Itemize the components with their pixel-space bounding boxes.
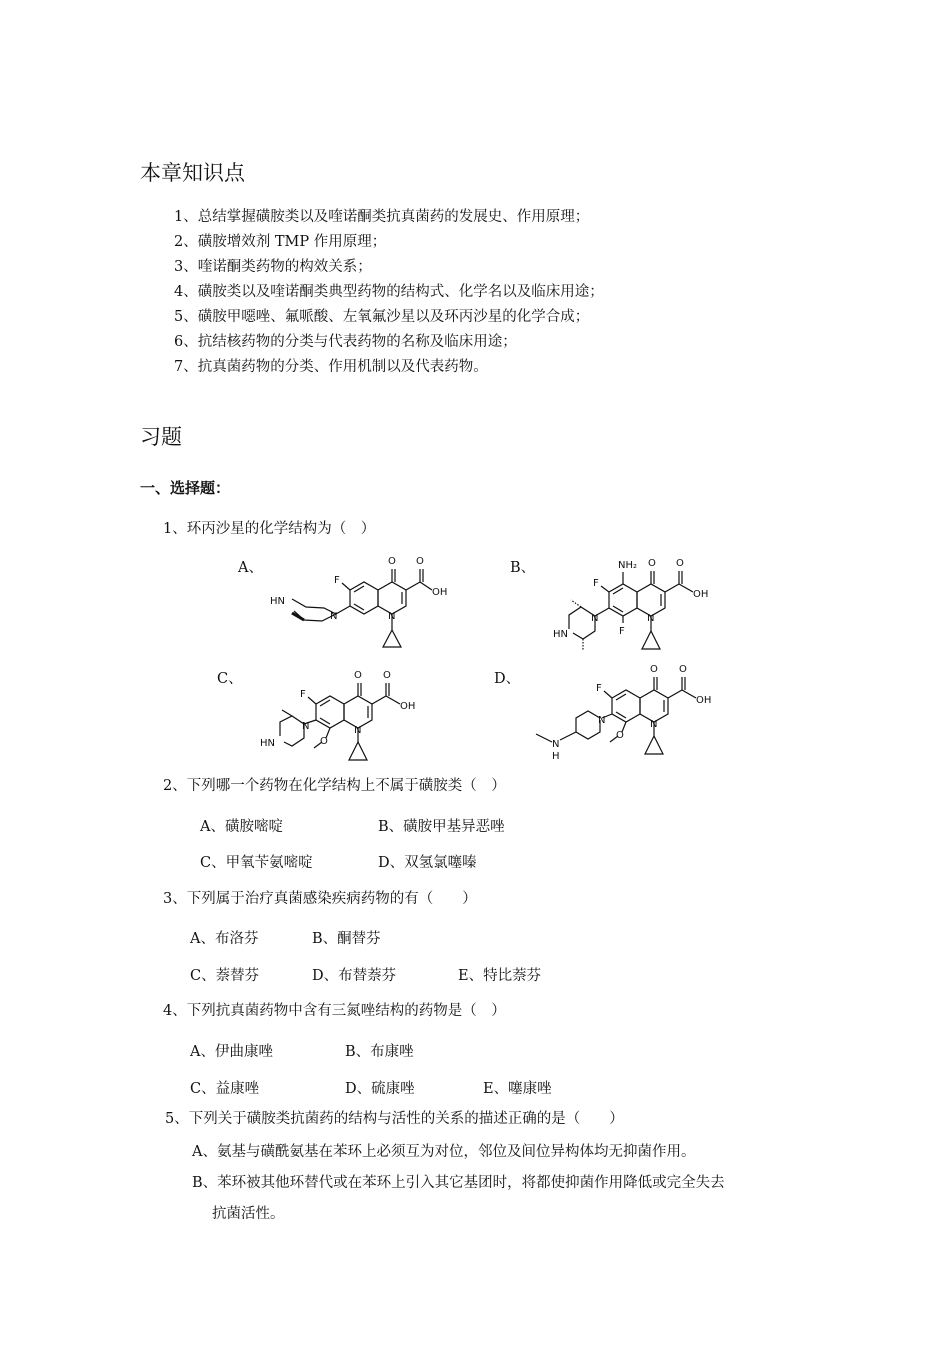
atom-label: HN: [553, 629, 568, 640]
question-3: 3、下列属于治疗真菌感染疾病药物的有（ ）: [163, 891, 477, 907]
question-4: 4、下列抗真菌药物中含有三氮唑结构的药物是（ ）: [163, 1003, 506, 1019]
atom-label: O: [416, 556, 424, 567]
atom-label: O: [676, 558, 684, 569]
exercises-title: 习题: [140, 425, 182, 449]
q1-label-c: C、: [217, 671, 243, 687]
knowledge-item: 3、喹诺酮类药物的构效关系；: [174, 259, 372, 275]
atom-label: NH₂: [618, 560, 638, 571]
q4-option-d[interactable]: D、硫康唑: [345, 1081, 415, 1097]
atom-label: OH: [432, 587, 448, 598]
section-heading: 一、选择题：: [140, 479, 231, 497]
q2-option-b[interactable]: B、磺胺甲基异恶唑: [378, 819, 505, 835]
structure-a[interactable]: [262, 555, 492, 660]
atom-label: O: [388, 556, 396, 567]
structure-c[interactable]: [250, 666, 480, 776]
atom-label: HN: [260, 738, 275, 749]
structure-b[interactable]: [535, 555, 755, 665]
q2-option-a[interactable]: A、磺胺嘧啶: [200, 819, 283, 835]
atom-label: N: [650, 719, 658, 730]
q3-option-a[interactable]: A、布洛芬: [190, 931, 259, 947]
q5-option-a[interactable]: A、氨基与磺酰氨基在苯环上必须互为对位，邻位及间位异构体均无抑菌作用。: [192, 1144, 696, 1160]
atom-label: OH: [696, 695, 712, 706]
atom-label: O: [354, 670, 362, 681]
knowledge-item: 4、磺胺类以及喹诺酮类典型药物的结构式、化学名以及临床用途；: [174, 284, 604, 300]
knowledge-item: 7、抗真菌药物的分类、作用机制以及代表药物。: [174, 359, 488, 375]
structure-d[interactable]: [520, 662, 760, 772]
atom-label: N: [598, 715, 606, 726]
q2-option-d[interactable]: D、双氢氯噻嗪: [378, 855, 477, 871]
q3-option-c[interactable]: C、萘替芬: [190, 968, 260, 984]
knowledge-item: 2、磺胺增效剂 TMP 作用原理；: [174, 234, 387, 250]
q4-option-e[interactable]: E、噻康唑: [483, 1081, 552, 1097]
atom-label: O: [383, 670, 391, 681]
atom-label: N: [330, 611, 338, 622]
atom-label: F: [593, 578, 599, 589]
atom-label: N: [552, 739, 560, 750]
knowledge-item: 6、抗结核药物的分类与代表药物的名称及临床用途；: [174, 334, 517, 350]
knowledge-item: 1、总结掌握磺胺类以及喹诺酮类抗真菌药的发展史、作用原理；: [174, 209, 590, 225]
q1-label-a: A、: [238, 560, 263, 576]
atom-label: N: [647, 613, 655, 624]
knowledge-title: 本章知识点: [140, 161, 245, 185]
q4-option-c[interactable]: C、益康唑: [190, 1081, 260, 1097]
q3-option-b[interactable]: B、酮替芬: [312, 931, 381, 947]
atom-label: O: [616, 730, 624, 741]
atom-label: OH: [693, 589, 709, 600]
q5-option-b[interactable]: B、苯环被其他环替代或在苯环上引入其它基团时，将都使抑菌作用降低或完全失去: [192, 1175, 725, 1191]
atom-label: O: [320, 736, 328, 747]
atom-label: N: [591, 613, 599, 624]
q1-label-b: B、: [510, 560, 536, 576]
atom-label: OH: [400, 701, 416, 712]
atom-label: F: [334, 575, 340, 586]
atom-label: N: [354, 725, 362, 736]
atom-label: F: [596, 683, 602, 694]
atom-label: O: [648, 558, 656, 569]
knowledge-item: 5、磺胺甲噁唑、氟哌酸、左氧氟沙星以及环丙沙星的化学合成；: [174, 309, 590, 325]
q3-option-e[interactable]: E、特比萘芬: [458, 968, 542, 984]
atom-label: O: [650, 664, 658, 675]
q2-option-c[interactable]: C、甲氧苄氨嘧啶: [200, 855, 313, 871]
question-5: 5、下列关于磺胺类抗菌药的结构与活性的关系的描述正确的是（ ）: [165, 1111, 624, 1127]
q1-label-d: D、: [494, 671, 521, 687]
atom-label: O: [679, 664, 687, 675]
q4-option-a[interactable]: A、伊曲康唑: [190, 1044, 273, 1060]
question-2: 2、下列哪一个药物在化学结构上不属于磺胺类（ ）: [163, 778, 506, 794]
q4-option-b[interactable]: B、布康唑: [345, 1044, 414, 1060]
atom-label: N: [388, 611, 396, 622]
atom-label: H: [552, 751, 560, 762]
atom-label: F: [619, 626, 625, 637]
atom-label: HN: [270, 596, 285, 607]
question-1: 1、环丙沙星的化学结构为（ ）: [163, 521, 376, 537]
atom-label: N: [302, 721, 310, 732]
atom-label: F: [300, 689, 306, 700]
q3-option-d[interactable]: D、布替萘芬: [312, 968, 397, 984]
q5-option-b-continued: 抗菌活性。: [212, 1206, 285, 1222]
